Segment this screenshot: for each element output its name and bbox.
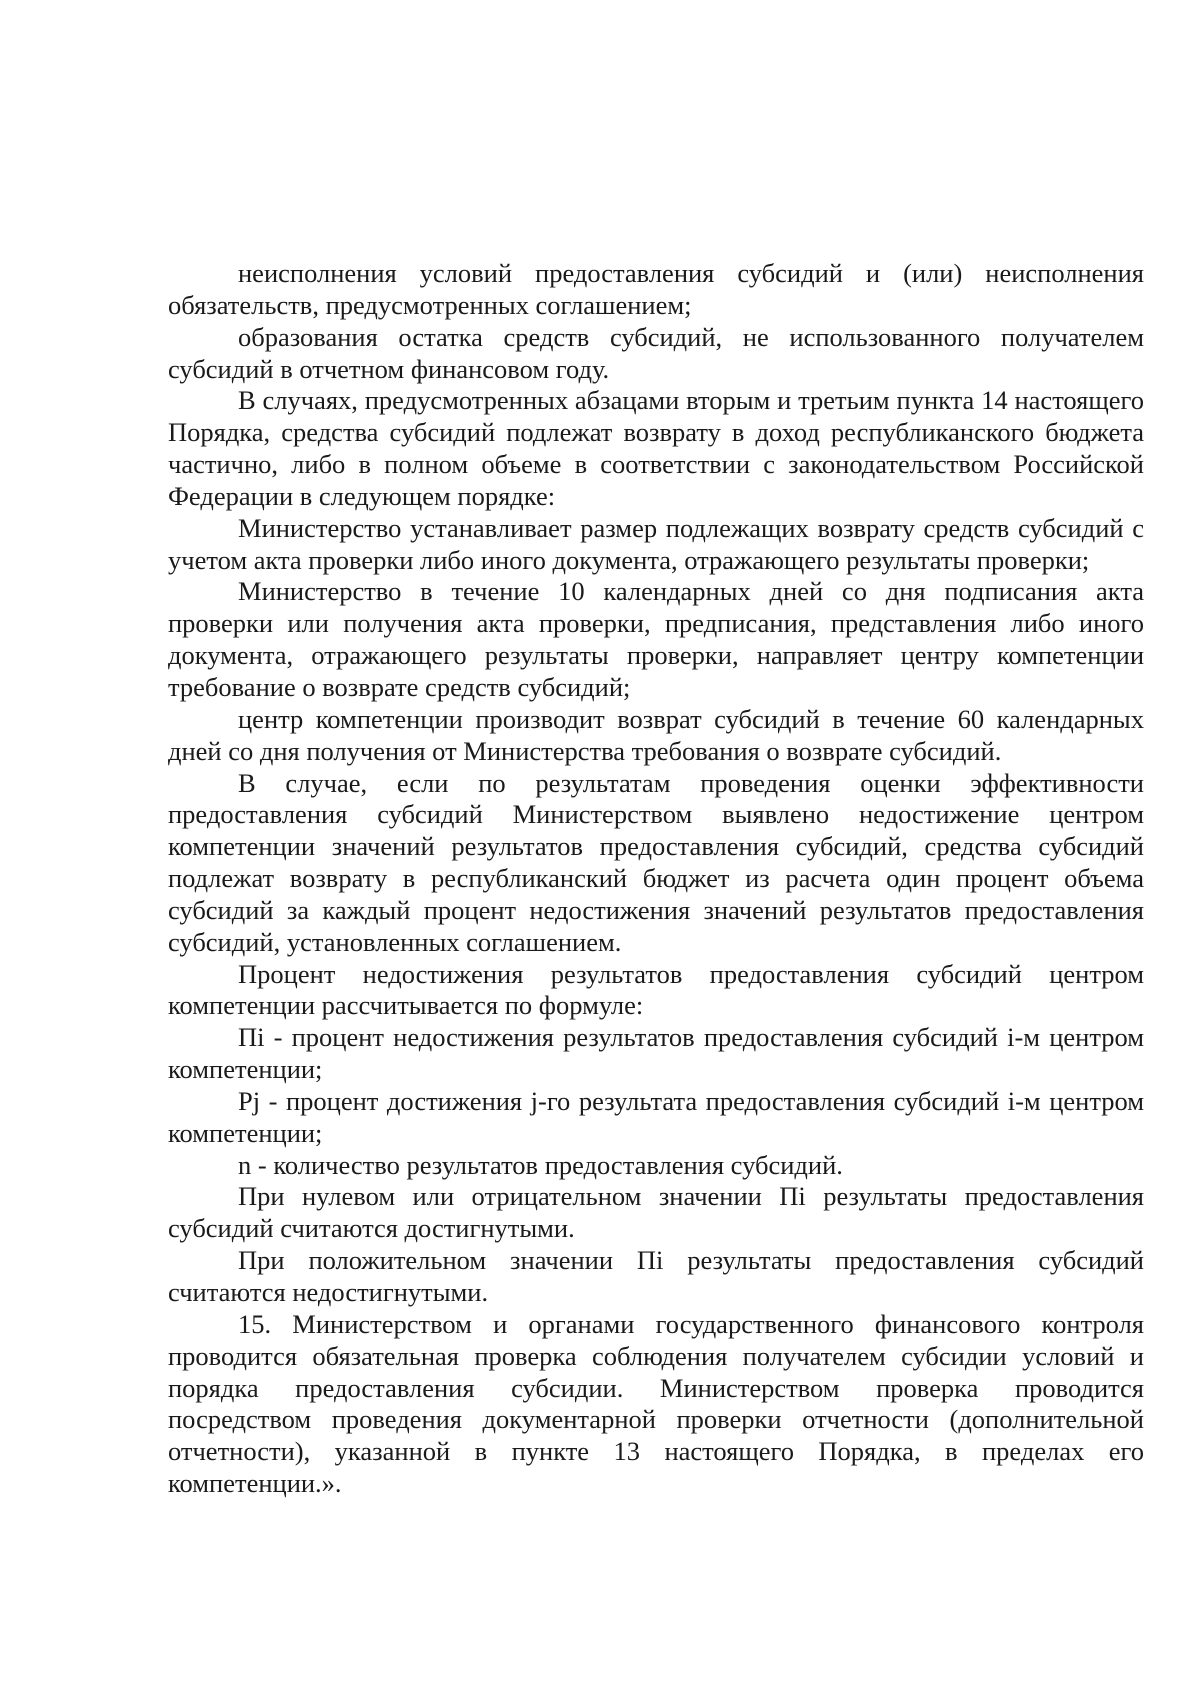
paragraph-effectiveness-evaluation: В случае, если по результатам проведения оценки эффективности предоставления субсидий Министерством выявлено недостижение центром компетенции значений результатов предоставления субсидий, средства субсидий подлежат возврату в республиканский бюджет из расчета один процент объема субсидий за каждый процент недостижения значений результатов предоставления субсидий, установленных соглашением.	[168, 767, 1144, 957]
paragraph-center-returns: центр компетенции производит возврат субсидий в течение 60 календарных дней со дня получения от Министерства требования о возврате субсидий.	[168, 703, 1144, 766]
paragraph-n-definition: n - количество результатов предоставления субсидий.	[238, 1149, 843, 1180]
paragraph-ministry-sets-amount: Министерство устанавливает размер подлежащих возврату средств субсидий с учетом акта проверки либо иного документа, отражающего результаты проверки;	[168, 512, 1144, 575]
paragraph-non-fulfillment: неисполнения условий предоставления субсидий и (или) неисполнения обязательств, предусмотренных соглашением;	[168, 258, 1144, 320]
paragraph-positive: При положительном значении Пi результаты предоставления субсидий считаются недостигнутыми.	[168, 1245, 1144, 1307]
paragraph-clause-15: 15. Министерством и органами государственного финансового контроля проводится обязательная проверка соблюдения получателем субсидии условий и порядка предоставления субсидии. Министерством проверка проводится посредством проведения документарной проверки отчетности (дополнительной отчетности), указанной в пункте 13 настоящего Порядка, в пределах его компетенции.».	[168, 1308, 1144, 1499]
paragraph-ministry-sends-demand: Министерство в течение 10 календарных дней со дня подписания акта проверки или получения акта проверки, предписания, представления либо иного документа, отражающего результаты проверки, направляет центру компетенции требование о возврате средств субсидий;	[168, 576, 1144, 702]
paragraph-pi-definition: Пi - процент недостижения результатов предоставления субсидий i-м центром компетенции;	[168, 1022, 1144, 1085]
document-body	[168, 258, 1144, 1500]
paragraph-return-cases: В случаях, предусмотренных абзацами вторым и третьим пункта 14 настоящего Порядка, средства субсидий подлежат возврату в доход республиканского бюджета частично, либо в полном объеме в соответствии с законодательством Российской Федерации в следующем порядке:	[168, 385, 1144, 511]
paragraph-pj-definition: Pj - процент достижения j-го результата предоставления субсидий i-м центром компетенции;	[168, 1085, 1144, 1148]
paragraph-zero-negative: При нулевом или отрицательном значении Пi результаты предоставления субсидий считаются достигнутыми.	[168, 1181, 1144, 1244]
paragraph-unused-balance: образования остатка средств субсидий, не использованного получателем субсидий в отчетном финансовом году.	[168, 321, 1144, 384]
paragraph-formula-intro: Процент недостижения результатов предоставления субсидий центром компетенции рассчитывается по формуле:	[168, 958, 1144, 1021]
